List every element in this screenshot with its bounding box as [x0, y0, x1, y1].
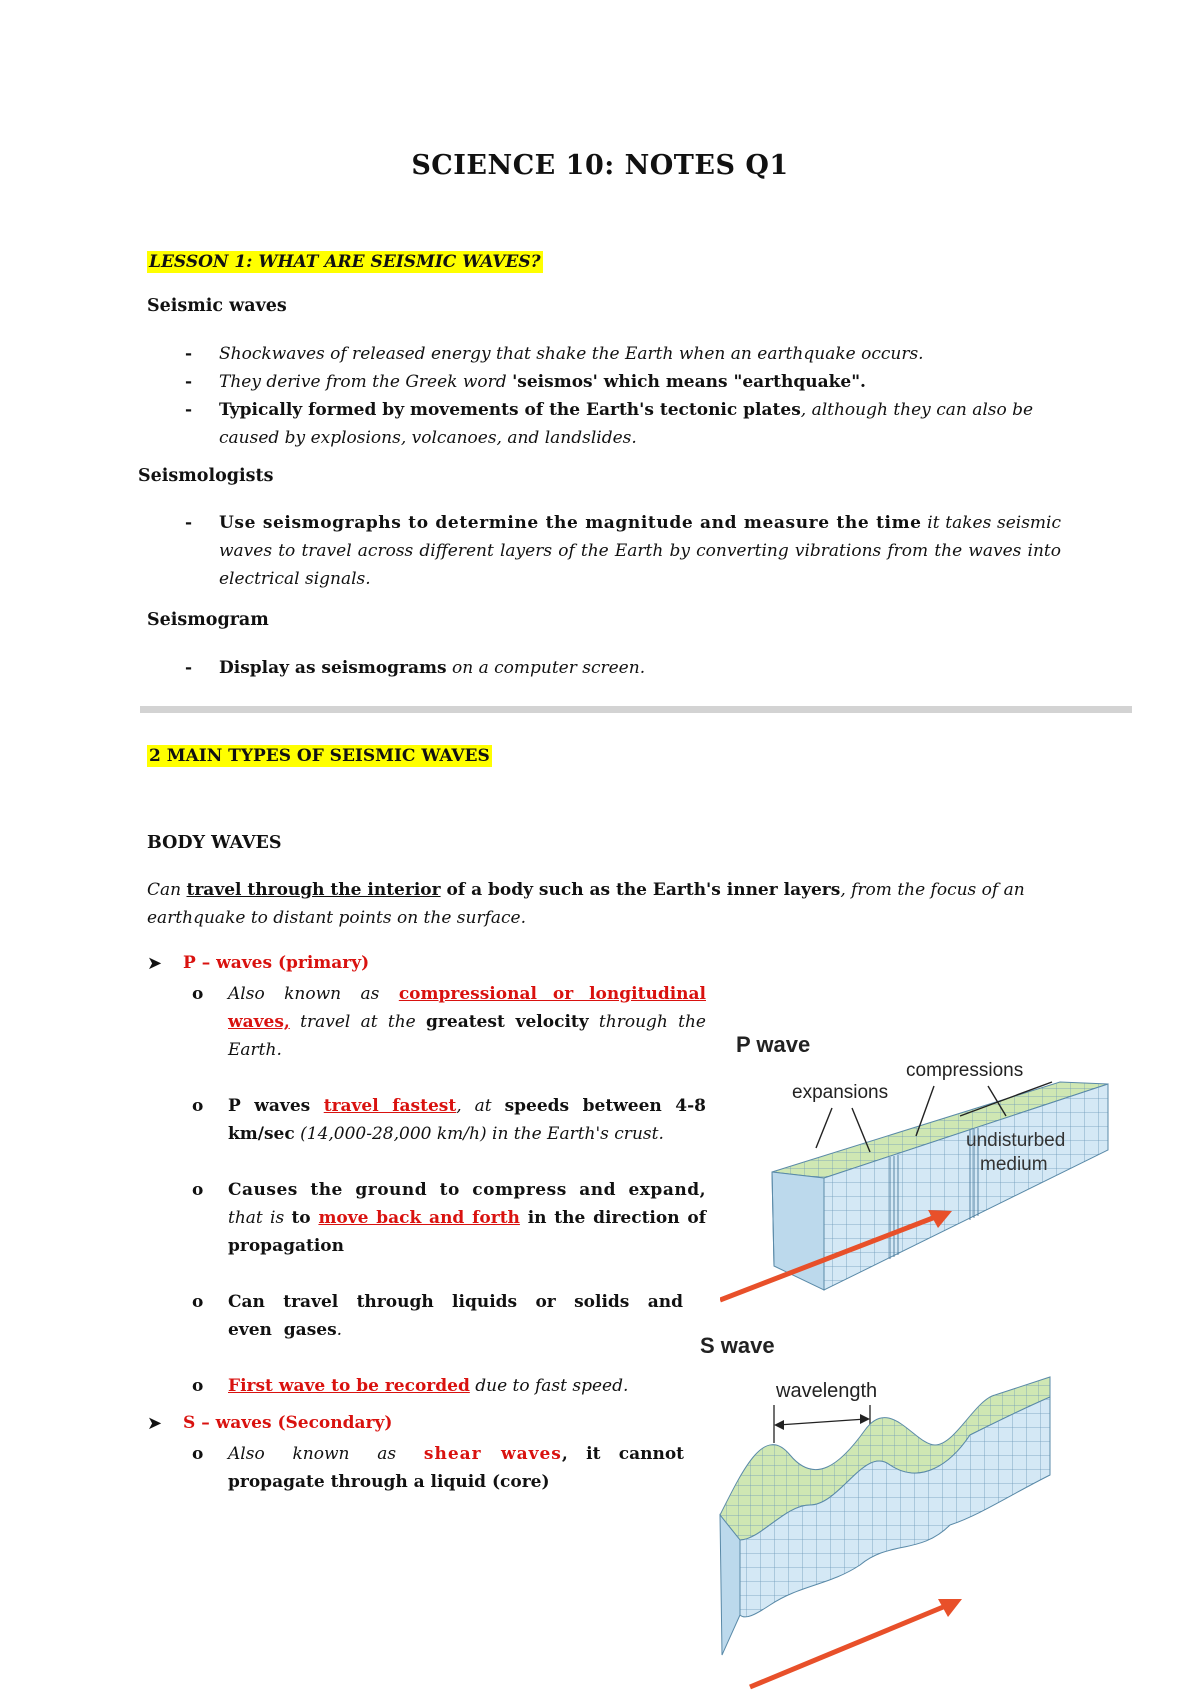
compressions-label: compressions: [906, 1060, 1024, 1081]
s-block-left: [720, 1515, 740, 1655]
p-wave-figure: [720, 1000, 1160, 1310]
s-wave-title: S wave: [700, 1333, 775, 1358]
s-wave-figure: [690, 1315, 1170, 1695]
list-item: - Use seismographs to determine the magnitude and measure the time it takes seismic waves to travel across different layers of the Earth by converting vibrations from the waves into electrical signals.: [185, 513, 1062, 589]
p-waves-heading: ➤ P – waves (primary): [147, 953, 370, 974]
list-item: o Also known as compressional or longitudinal waves, travel at the greatest velocity through the Earth.: [192, 984, 706, 1060]
body-waves-intro: Can travel through the interior of a body such as the Earth's inner layers, from the focus of an earthquake to distant points on the surface.: [147, 880, 1025, 928]
list-item: o P waves travel fastest, at speeds between 4-8 km/sec (14,000-28,000 km/h) in the Earth's crust.: [192, 1096, 707, 1144]
seismogram-heading: Seismogram: [147, 610, 269, 630]
expansions-pointer: [816, 1108, 832, 1148]
list-item: o Causes the ground to compress and expand, that is to move back and forth in the direction of propagation: [192, 1180, 707, 1256]
undisturbed-label: undisturbed: [966, 1130, 1066, 1151]
list-item: o First wave to be recorded due to fast speed.: [192, 1376, 629, 1396]
list-item: o Also known as shear waves, it cannot propagate through a liquid (core): [192, 1444, 685, 1492]
propagation-arrow: [750, 1605, 948, 1687]
p-wave-title: P wave: [736, 1032, 811, 1057]
list-item: - They derive from the Greek word 'seismos' which means "earthquake".: [185, 372, 866, 392]
lesson-1-heading: LESSON 1: WHAT ARE SEISMIC WAVES?: [149, 252, 541, 272]
divider: [140, 706, 1132, 713]
wavelength-indicator: [778, 1419, 866, 1425]
s-waves-list: [192, 1440, 685, 1496]
list-item: - Shockwaves of released energy that shake the Earth when an earthquake occurs.: [185, 344, 924, 364]
seismic-waves-heading: Seismic waves: [147, 296, 287, 316]
seismologists-bullets: [185, 509, 1062, 593]
s-waves-heading: ➤ S – waves (Secondary): [147, 1413, 393, 1434]
arrow-bullet-icon: ➤: [147, 953, 163, 974]
seismologists-heading: Seismologists: [138, 466, 274, 486]
types-heading: 2 MAIN TYPES OF SEISMIC WAVES: [149, 746, 490, 766]
body-waves-heading: BODY WAVES: [147, 833, 282, 853]
p-waves-list: [192, 980, 707, 1400]
list-item: - Display as seismograms on a computer screen.: [185, 658, 646, 678]
seismic-waves-bullets: [185, 340, 1067, 452]
medium-label: medium: [980, 1154, 1048, 1175]
wavelength-label: wavelength: [776, 1380, 878, 1402]
list-item: o Can travel through liquids or solids and even gases.: [192, 1292, 683, 1340]
expansions-label: expansions: [792, 1082, 889, 1103]
page-title: SCIENCE 10: NOTES Q1: [411, 150, 789, 181]
seismogram-bullets: [185, 654, 1067, 682]
list-item: - Typically formed by movements of the Earth's tectonic plates, although they can also be caused by explosions, volcanoes, and landslides.: [185, 400, 1034, 448]
arrow-bullet-icon: ➤: [147, 1413, 163, 1434]
